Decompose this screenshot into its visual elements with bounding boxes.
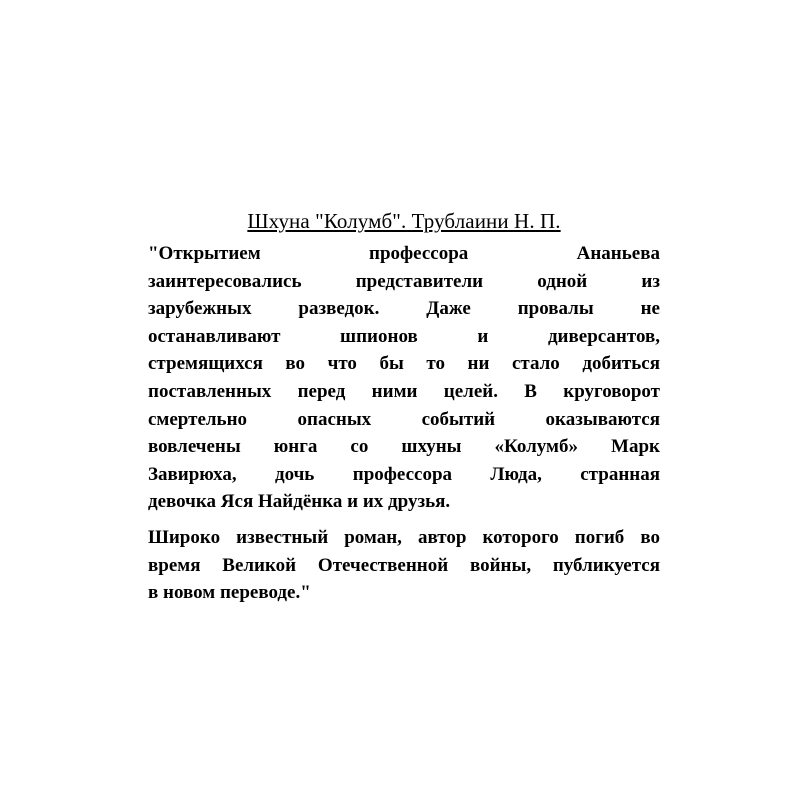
text-line: зарубежных разведок. Даже провалы не [148,298,660,320]
document [148,208,660,607]
text-line: девочка Яся Найдёнка и их друзья. [148,491,451,513]
text-line: время Великой Отечественной войны, публикуется [148,554,660,576]
text-line: в новом переводе." [148,582,311,604]
paragraph-publication-note [148,524,660,607]
text-line: останавливают шпионов и диверсантов, [148,325,660,347]
document-title: Шхуна "Колумб". Трублаини Н. П. [247,209,561,233]
paragraph-annotation [148,240,660,516]
text-line: вовлечены юнга со шхуны «Колумб» Марк [148,436,660,458]
text-line: заинтересовались представители одной из [148,270,660,292]
text-line: "Открытием профессора Ананьева [148,243,660,264]
text-line: смертельно опасных событий оказываются [148,408,660,430]
text-line: Широко известный роман, автор которого погиб во [148,526,660,548]
text-line: стремящихся во что бы то ни стало добиться [148,353,660,375]
text-line: поставленных перед ними целей. В круговорот [148,380,660,402]
text-line: Завирюха, дочь профессора Люда, странная [148,463,660,485]
